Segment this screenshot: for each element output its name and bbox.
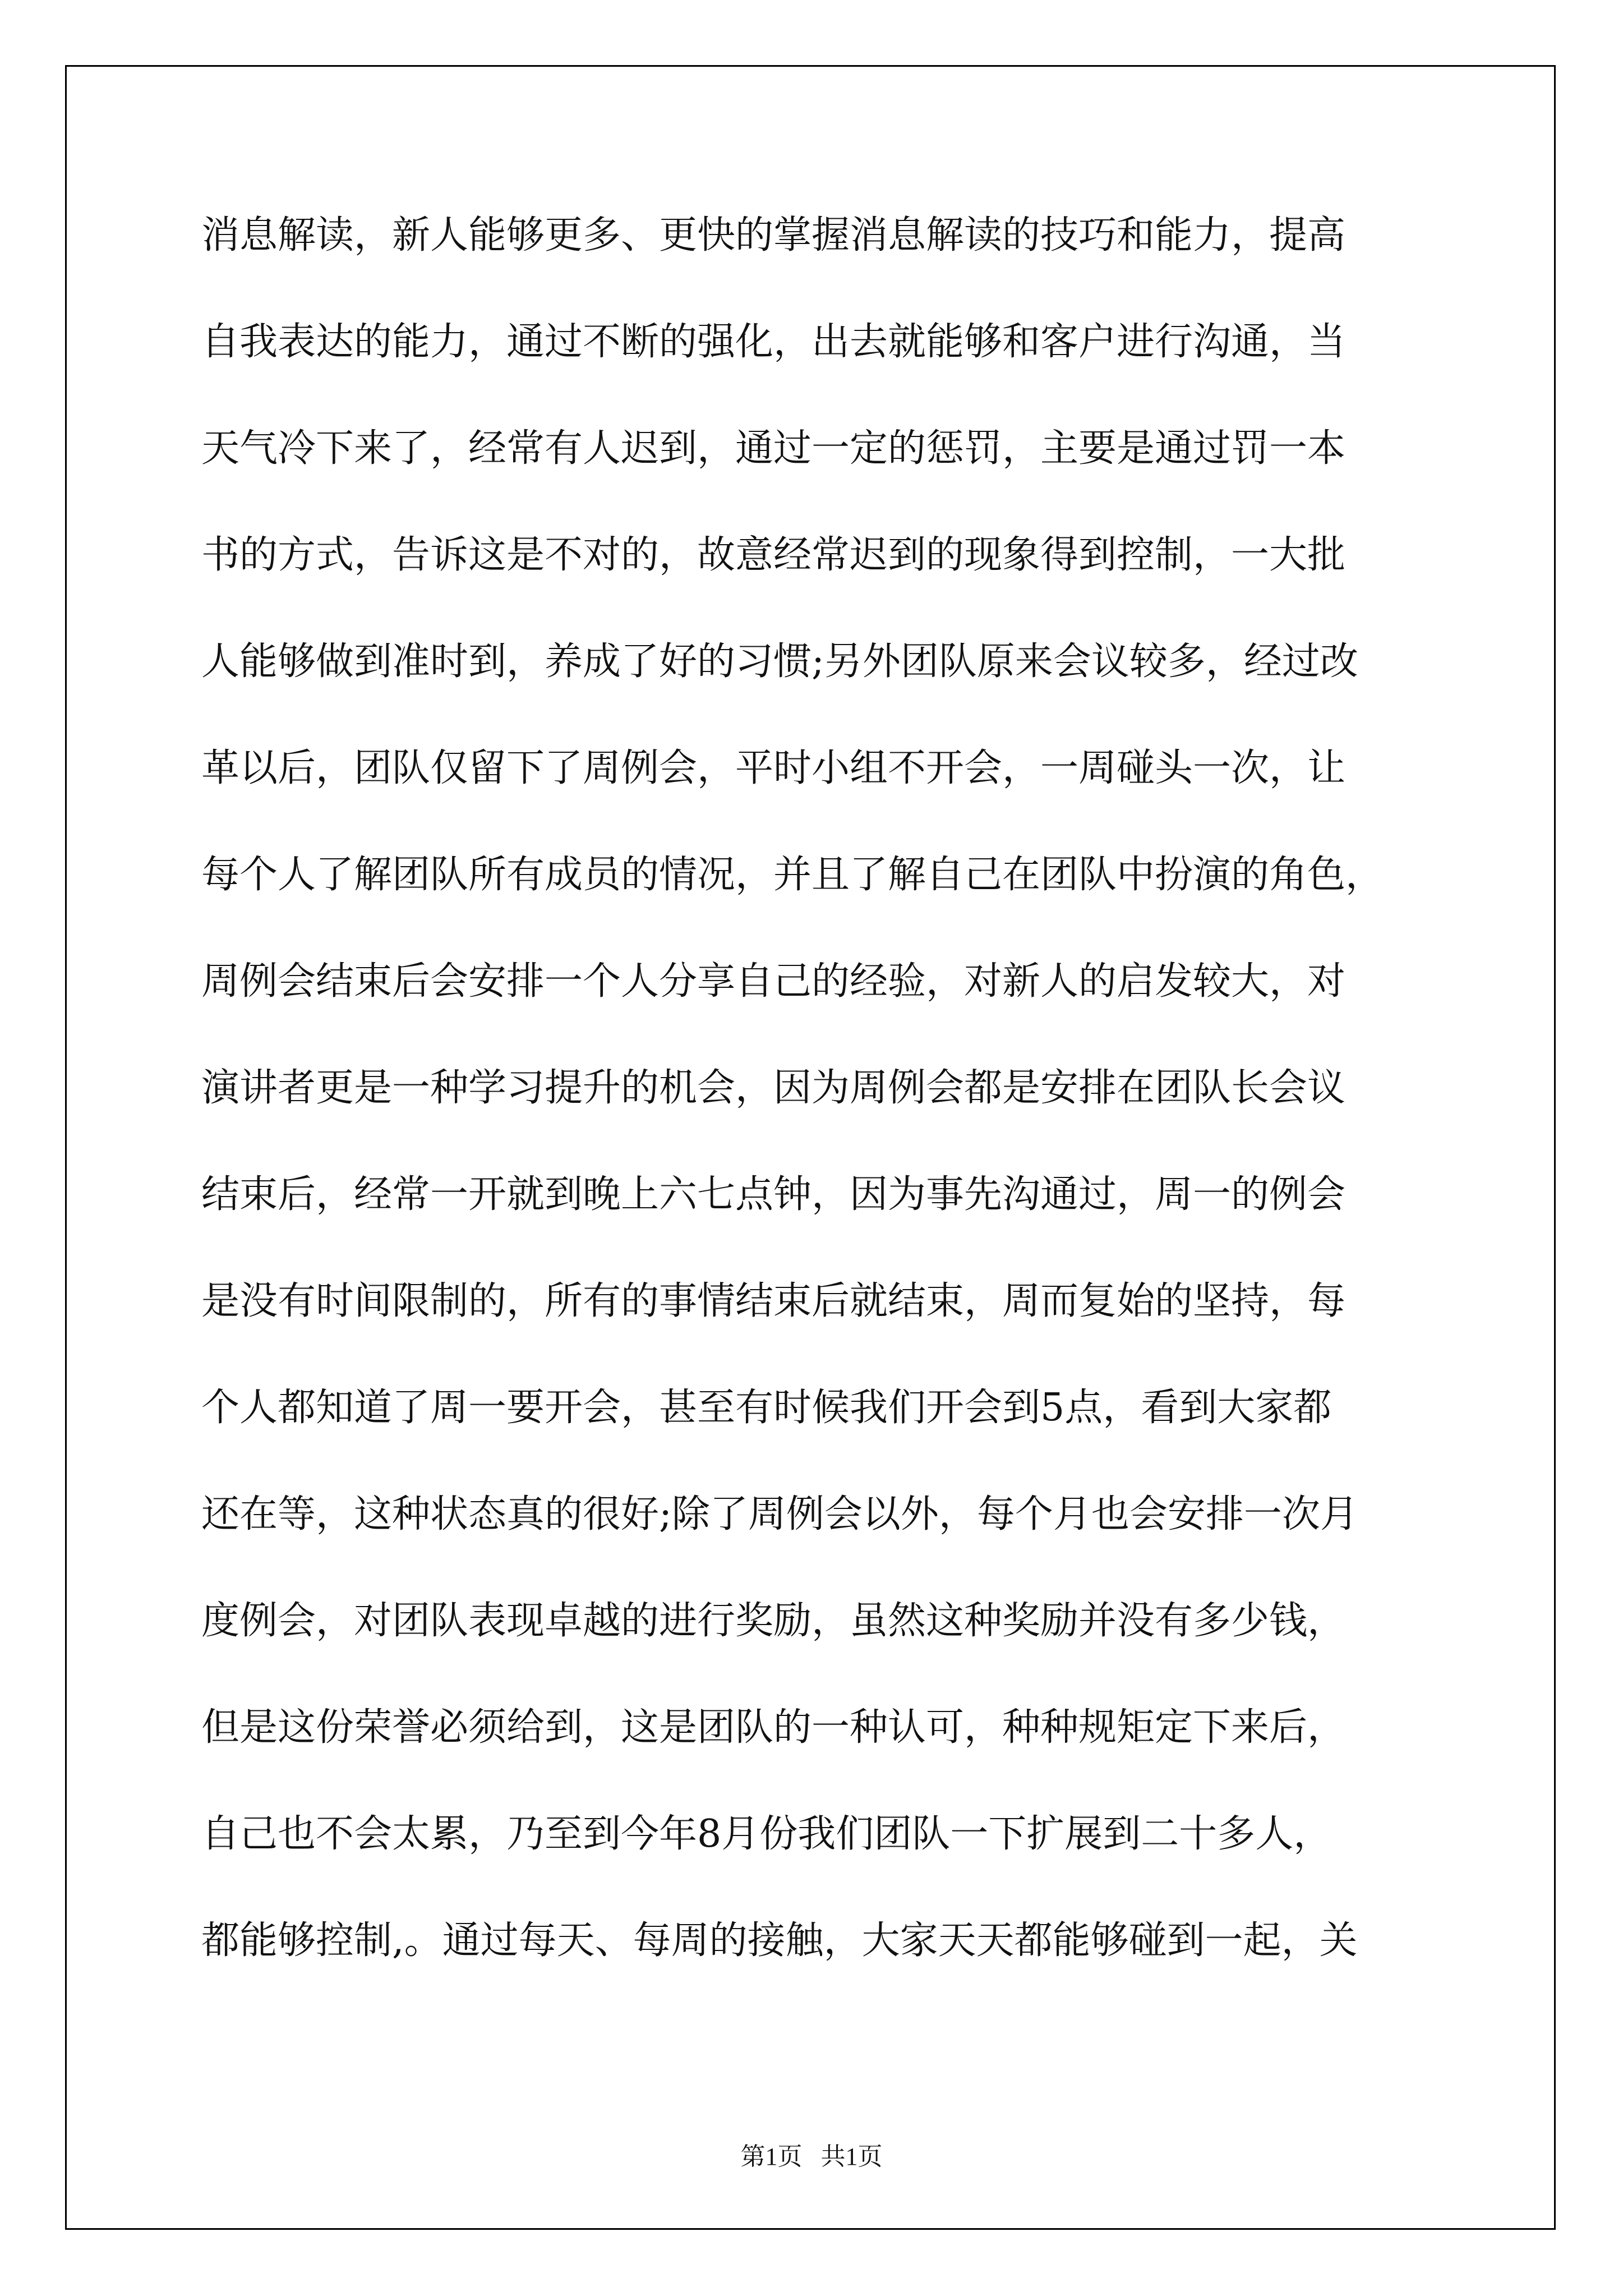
text-line: 每个人了解团队所有成员的情况，并且了解自己在团队中扮演的角色， [201,853,1384,897]
text-line: 个人都知道了周一要开会，甚至有时候我们开会到5点，看到大家都 [201,1386,1332,1430]
text-line: 结束后，经常一开就到晚上六七点钟，因为事先沟通过，周一的例会 [201,1172,1346,1217]
text-line: 周例会结束后会安排一个人分享自己的经验，对新人的启发较大，对 [201,959,1346,1004]
text-line: 都能够控制,。通过每天、每周的接触，大家天天都能够碰到一起，关 [201,1918,1358,1963]
text-line: 消息解读，新人能够更多、更快的掌握消息解读的技巧和能力，提高 [201,213,1346,257]
page-number-footer: 第1页 共1页 [740,2143,883,2170]
document-body [201,213,1435,2025]
text-line: 天气冷下来了，经常有人迟到，通过一定的惩罚，主要是通过罚一本 [201,426,1346,471]
text-line: 自己也不会太累，乃至到今年8月份我们团队一下扩展到二十多人， [201,1812,1332,1856]
text-line: 人能够做到准时到，养成了好的习惯;另外团队原来会议较多，经过改 [201,639,1358,684]
text-line: 是没有时间限制的，所有的事情结束后就结束，周而复始的坚持，每 [201,1279,1346,1323]
text-line: 度例会，对团队表现卓越的进行奖励，虽然这种奖励并没有多少钱， [201,1599,1346,1643]
text-line: 还在等，这种状态真的很好;除了周例会以外，每个月也会安排一次月 [201,1492,1358,1536]
text-line: 革以后，团队仅留下了周例会，平时小组不开会，一周碰头一次，让 [201,746,1346,790]
text-line: 演讲者更是一种学习提升的机会，因为周例会都是安排在团队长会议 [201,1066,1346,1110]
text-line: 自我表达的能力，通过不断的强化，出去就能够和客户进行沟通，当 [201,320,1346,364]
text-line: 但是这份荣誉必须给到，这是团队的一种认可，种种规矩定下来后， [201,1705,1346,1750]
text-line: 书的方式，告诉这是不对的，故意经常迟到的现象得到控制，一大批 [201,533,1346,577]
